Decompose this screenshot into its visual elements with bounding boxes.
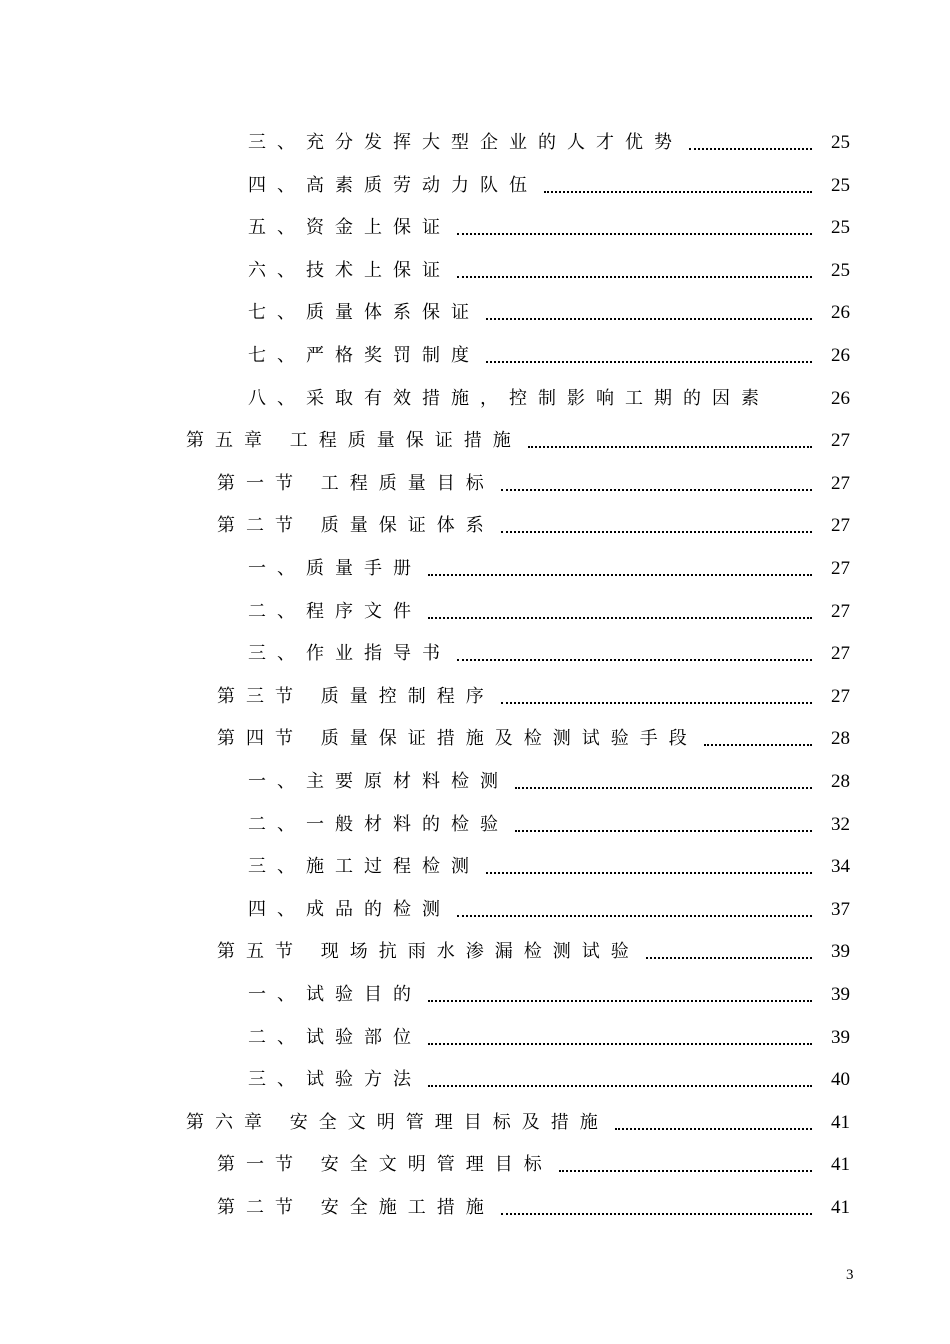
toc-entry[interactable] <box>217 931 850 973</box>
toc-entry[interactable] <box>248 974 850 1016</box>
toc-entry-title: 三、试验方法 <box>248 1069 422 1091</box>
toc-entry-page-number: 39 <box>831 941 850 963</box>
toc-entry-page-number: 28 <box>831 728 850 750</box>
toc-dot-leader <box>559 1152 812 1172</box>
toc-entry-title: 六、技术上保证 <box>248 259 451 281</box>
toc-entry-page-number: 27 <box>831 558 850 579</box>
toc-dot-leader <box>428 556 812 576</box>
toc-dot-leader <box>501 471 812 491</box>
toc-entry-page-number: 39 <box>831 984 850 1005</box>
toc-dot-leader <box>689 130 812 150</box>
toc-entry-title: 第四节 质量保证措施及检测试验手段 <box>217 728 698 750</box>
toc-dot-leader <box>501 684 812 704</box>
toc-entry-page-number: 37 <box>831 898 850 920</box>
toc-entry-title: 八、采取有效措施，控制影响工期的因素 <box>248 387 770 409</box>
toc-dot-leader <box>544 173 812 193</box>
page-number: 3 <box>846 1267 854 1283</box>
toc-entry[interactable] <box>248 250 850 292</box>
toc-entry-page-number: 26 <box>831 345 850 366</box>
toc-entry-title: 七、质量体系保证 <box>248 302 480 324</box>
toc-entry-title: 第二节 质量保证体系 <box>217 515 495 537</box>
toc-entry-title: 七、严格奖罚制度 <box>248 345 480 366</box>
toc-entry[interactable] <box>248 122 850 164</box>
toc-entry-title: 三、施工过程检测 <box>248 856 480 878</box>
toc-entry[interactable] <box>248 633 850 675</box>
toc-dot-leader <box>486 854 812 874</box>
toc-entry-page-number: 26 <box>831 387 850 409</box>
toc-entry[interactable] <box>248 1017 850 1059</box>
toc-entry-page-number: 27 <box>831 600 850 622</box>
toc-dot-leader <box>486 300 812 320</box>
toc-dot-leader <box>457 641 812 661</box>
toc-entry[interactable] <box>248 292 850 334</box>
toc-entry-title: 第五章 工程质量保证措施 <box>186 430 522 452</box>
toc-dot-leader <box>457 258 812 278</box>
toc-entry[interactable] <box>186 1102 850 1144</box>
toc-entry-title: 第五节 现场抗雨水渗漏检测试验 <box>217 941 640 963</box>
toc-entry-page-number: 41 <box>831 1154 850 1176</box>
toc-dot-leader <box>428 599 812 619</box>
toc-entry-title: 第一节 安全文明管理目标 <box>217 1154 553 1176</box>
toc-entry-title: 一、主要原材料检测 <box>248 771 509 792</box>
toc-entry-title: 五、资金上保证 <box>248 217 451 239</box>
toc-dot-leader <box>704 726 812 746</box>
toc-entry[interactable] <box>217 676 850 718</box>
toc-dot-leader <box>457 897 812 917</box>
toc-entry[interactable] <box>217 718 850 760</box>
toc-dot-leader <box>428 982 812 1002</box>
toc-entry-page-number: 25 <box>831 174 850 196</box>
toc-entry-title: 二、试验部位 <box>248 1026 422 1048</box>
toc-entry-page-number: 25 <box>831 132 850 153</box>
toc-entry[interactable] <box>248 548 850 590</box>
toc-entry[interactable] <box>217 1187 850 1229</box>
toc-entry-page-number: 28 <box>831 771 850 792</box>
toc-entry[interactable] <box>248 591 850 633</box>
toc-entry-title: 第一节 工程质量目标 <box>217 472 495 494</box>
toc-entry-page-number: 32 <box>831 813 850 835</box>
toc-entry[interactable] <box>217 1144 850 1186</box>
toc-dot-leader <box>501 1195 812 1215</box>
toc-entry-title: 第六章 安全文明管理目标及措施 <box>186 1111 609 1133</box>
toc-entry-title: 二、一般材料的检验 <box>248 813 509 835</box>
toc-dot-leader <box>428 1067 812 1087</box>
toc-dot-leader <box>528 428 812 448</box>
toc-entry[interactable] <box>217 505 850 547</box>
toc-entry-page-number: 34 <box>831 856 850 878</box>
toc-entry[interactable] <box>186 420 850 462</box>
toc-entry-page-number: 41 <box>831 1111 850 1133</box>
toc-entry-page-number: 25 <box>831 259 850 281</box>
toc-entry[interactable] <box>248 804 850 846</box>
toc-entry-page-number: 27 <box>831 515 850 537</box>
toc-dot-leader <box>515 812 812 832</box>
toc-entry[interactable] <box>248 335 850 377</box>
toc-entry-title: 二、程序文件 <box>248 600 422 622</box>
toc-entry-page-number: 39 <box>831 1026 850 1048</box>
toc-entry-title: 四、成品的检测 <box>248 898 451 920</box>
toc-entry-title: 四、高素质劳动力队伍 <box>248 174 538 196</box>
toc-entry-page-number: 41 <box>831 1197 850 1218</box>
toc-entry-page-number: 27 <box>831 643 850 665</box>
toc-entry-title: 第二节 安全施工措施 <box>217 1197 495 1218</box>
toc-dot-leader <box>776 387 812 405</box>
toc-entry[interactable] <box>217 463 850 505</box>
toc-dot-leader <box>501 513 812 533</box>
toc-dot-leader <box>457 215 812 235</box>
toc-entry-page-number: 27 <box>831 430 850 452</box>
toc-entry-page-number: 27 <box>831 685 850 707</box>
toc-dot-leader <box>646 939 812 959</box>
toc-entry-page-number: 26 <box>831 302 850 324</box>
toc-dot-leader <box>486 343 812 363</box>
toc-entry[interactable] <box>248 889 850 931</box>
toc-entry-page-number: 27 <box>831 472 850 494</box>
toc-entry[interactable] <box>248 761 850 803</box>
toc-entry-page-number: 40 <box>831 1069 850 1091</box>
toc-entry-title: 一、试验目的 <box>248 984 422 1005</box>
toc-dot-leader <box>428 1025 812 1045</box>
toc-entry-title: 一、质量手册 <box>248 558 422 579</box>
toc-entry-title: 三、作业指导书 <box>248 643 451 665</box>
toc-entry-title: 第三节 质量控制程序 <box>217 685 495 707</box>
toc-entry[interactable] <box>248 165 850 207</box>
toc-entry[interactable] <box>248 207 850 249</box>
toc-dot-leader <box>615 1110 812 1130</box>
toc-entry[interactable] <box>248 1059 850 1101</box>
toc-entry[interactable] <box>248 378 850 420</box>
toc-dot-leader <box>515 769 812 789</box>
toc-entry[interactable] <box>248 846 850 888</box>
toc-entry-page-number: 25 <box>831 217 850 239</box>
toc-entry-title: 三、充分发挥大型企业的人才优势 <box>248 132 683 153</box>
